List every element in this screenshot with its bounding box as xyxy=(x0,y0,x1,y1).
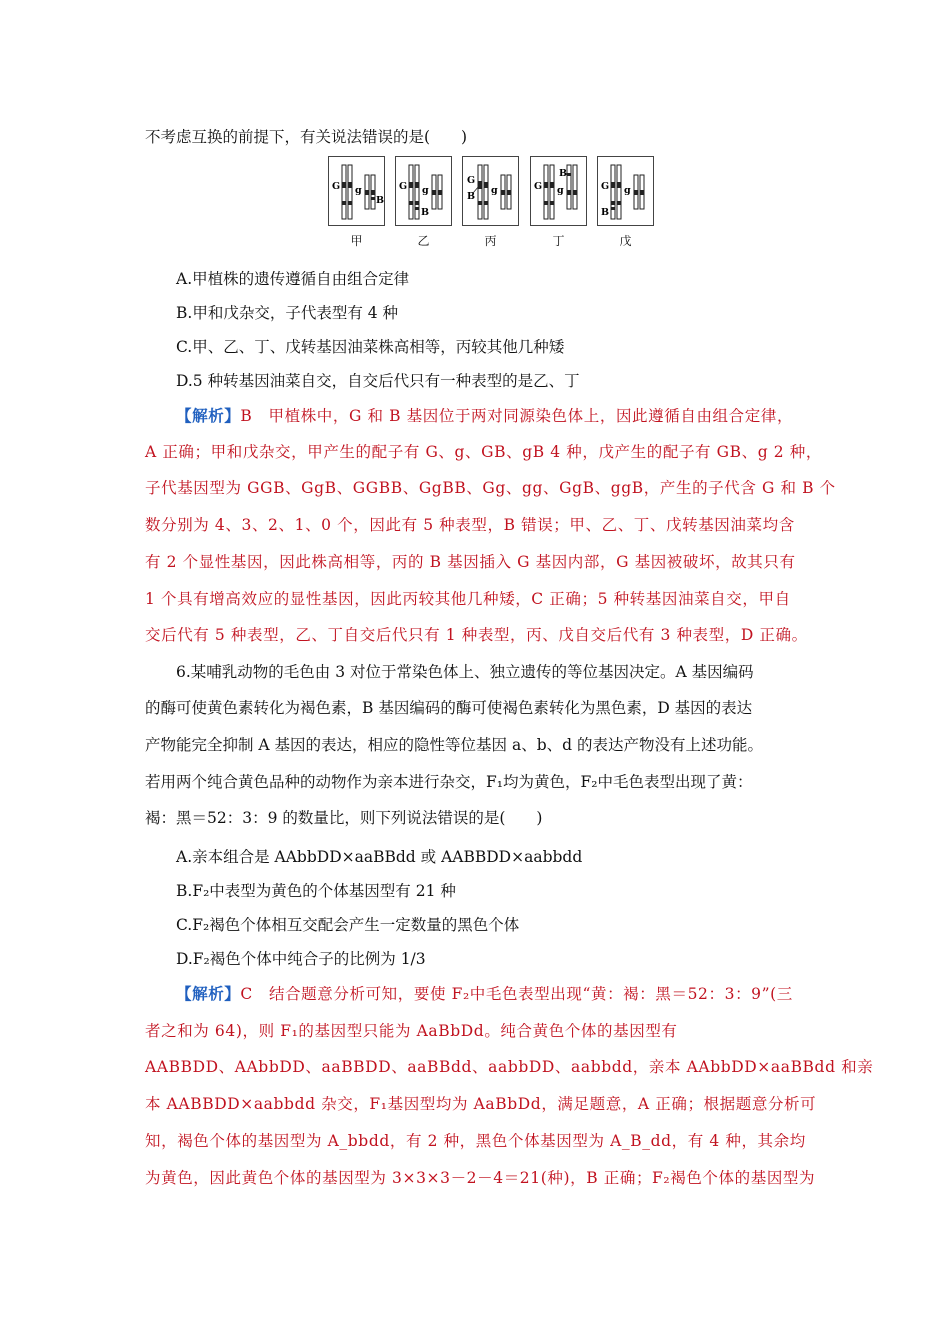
gene-label-B: B xyxy=(376,195,384,206)
q5-analysis-tag: 【解析】 xyxy=(176,406,241,425)
label-jia: 甲 xyxy=(350,234,363,248)
q6-option-d: D.F₂褐色个体中纯合子的比例为 1/3 xyxy=(176,950,426,968)
gene-label-G: G xyxy=(534,181,543,192)
cell-yi xyxy=(395,156,452,226)
q6-stem-line-5: 褐：黑＝52：3：9 的数量比，则下列说法错误的是( ) xyxy=(145,809,543,827)
q6-analysis-line-1: 【解析】C 结合题意分析可知，要使 F₂中毛色表型出现“黄：褐：黑＝52：3：9”(三 xyxy=(176,984,793,1003)
chromosome-diagram-wu xyxy=(598,157,653,225)
gene-label-g: g xyxy=(557,185,564,196)
gene-label-B: B xyxy=(559,168,568,179)
chromosome-figure xyxy=(328,156,658,248)
q6-stem-line-4: 若用两个纯合黄色品种的动物作为亲本进行杂交，F₁均为黄色，F₂中毛色表型出现了黄： xyxy=(145,773,753,791)
q6-analysis-line-4: 本 AABBDD×aabbdd 杂交，F₁基因型均为 AaBbDd，满足题意，A 正确；根据题意分析可 xyxy=(145,1095,817,1113)
cell-ding xyxy=(530,156,587,226)
q6-option-a: A.亲本组合是 AAbbDD×aaBBdd 或 AABBDD×aabbdd xyxy=(176,848,583,866)
gene-label-g: g xyxy=(422,185,429,196)
q6-option-b: B.F₂中表型为黄色的个体基因型有 21 种 xyxy=(176,882,456,900)
q6-analysis-line-6: 为黄色，因此黄色个体的基因型为 3×3×3－2－4＝21(种)，B 正确；F₂褐色个体的基因型为 xyxy=(145,1169,816,1187)
q5-stem: 不考虑互换的前提下，有关说法错误的是( ) xyxy=(145,128,468,146)
gene-label-g: g xyxy=(355,185,362,196)
q5-analysis-line-2: A 正确；甲和戊杂交，甲产生的配子有 G、g、GB、gB 4 种，戊产生的配子有 GB、g 2 种， xyxy=(145,443,822,461)
q5-option-b: B.甲和戊杂交，子代表型有 4 种 xyxy=(176,304,399,322)
q5-analysis-line-7: 交后代有 5 种表型，乙、丁自交后代只有 1 种表型，丙、戊自交后代有 3 种表型，D 正确。 xyxy=(145,626,808,644)
q6-analysis-line-5: 知，褐色个体的基因型为 A_bbdd，有 2 种，黑色个体基因型为 A_B_dd，有 4 种，其余均 xyxy=(145,1132,806,1150)
q5-option-d: D.5 种转基因油菜自交，自交后代只有一种表型的是乙、丁 xyxy=(176,372,580,390)
q6-stem-line-2: 的酶可使黄色素转化为褐色素，B 基因编码的酶可使褐色素转化为黑色素，D 基因的表达 xyxy=(145,699,753,717)
gene-label-B: B xyxy=(467,191,476,202)
gene-label-G: G xyxy=(332,181,341,192)
chromosome-diagram-ding xyxy=(531,157,586,225)
q6-option-c: C.F₂褐色个体相互交配会产生一定数量的黑色个体 xyxy=(176,916,520,934)
label-ding: 丁 xyxy=(552,234,565,248)
q5-analysis-line-4: 数分别为 4、3、2、1、0 个，因此有 5 种表型，B 错误；甲、乙、丁、戊转基因油菜均含 xyxy=(145,516,795,534)
q5-analysis-line-6: 1 个具有增高效应的显性基因，因此丙较其他几种矮，C 正确；5 种转基因油菜自交，甲自 xyxy=(145,590,791,608)
chromosome-diagram-yi xyxy=(396,157,451,225)
chromosome-diagram-jia xyxy=(329,157,384,225)
q6-analysis-line-3: AABBDD、AAbbDD、aaBBDD、aaBBdd、aabbDD、aabbdd，亲本 AAbbDD×aaBBdd 和亲 xyxy=(145,1058,874,1076)
label-wu: 戊 xyxy=(619,234,632,248)
label-yi: 乙 xyxy=(417,234,430,248)
cell-bing xyxy=(462,156,519,226)
q5-option-a: A.甲植株的遗传遵循自由组合定律 xyxy=(176,270,410,288)
q5-analysis-line-1: 【解析】B 甲植株中，G 和 B 基因位于两对同源染色体上，因此遵循自由组合定律， xyxy=(176,406,794,425)
label-bing: 丙 xyxy=(484,234,497,248)
q6-analysis-line-2: 者之和为 64)，则 F₁的基因型只能为 AaBbDd。纯合黄色个体的基因型有 xyxy=(145,1022,678,1040)
gene-label-B: B xyxy=(601,207,610,218)
q5-analysis-line-5: 有 2 个显性基因，因此株高相等，丙的 B 基因插入 G 基因内部，G 基因被破坏，故其只有 xyxy=(145,553,796,571)
cell-wu xyxy=(597,156,654,226)
chromosome-diagram-bing xyxy=(463,157,518,225)
q5-analysis-line-3: 子代基因型为 GGB、GgB、GGBB、GgBB、Gg、gg、GgB、ggB，产生的子代含 G 和 B 个 xyxy=(145,479,836,497)
q6-analysis-tag: 【解析】 xyxy=(176,984,241,1003)
gene-label-g: g xyxy=(491,185,498,196)
gene-label-g: g xyxy=(624,185,631,196)
q5-option-c: C.甲、乙、丁、戊转基因油菜株高相等，丙较其他几种矮 xyxy=(176,338,565,356)
cell-jia xyxy=(328,156,385,226)
q6-stem-line-3: 产物能完全抑制 A 基因的表达，相应的隐性等位基因 a、b、d 的表达产物没有上述功能。 xyxy=(145,736,763,754)
gene-label-G: G xyxy=(399,181,408,192)
gene-label-G: G xyxy=(467,175,476,186)
q6-stem-line-1: 6.某哺乳动物的毛色由 3 对位于常染色体上、独立遗传的等位基因决定。A 基因编码 xyxy=(176,663,754,681)
gene-label-G: G xyxy=(601,181,610,192)
gene-label-B: B xyxy=(421,207,430,218)
